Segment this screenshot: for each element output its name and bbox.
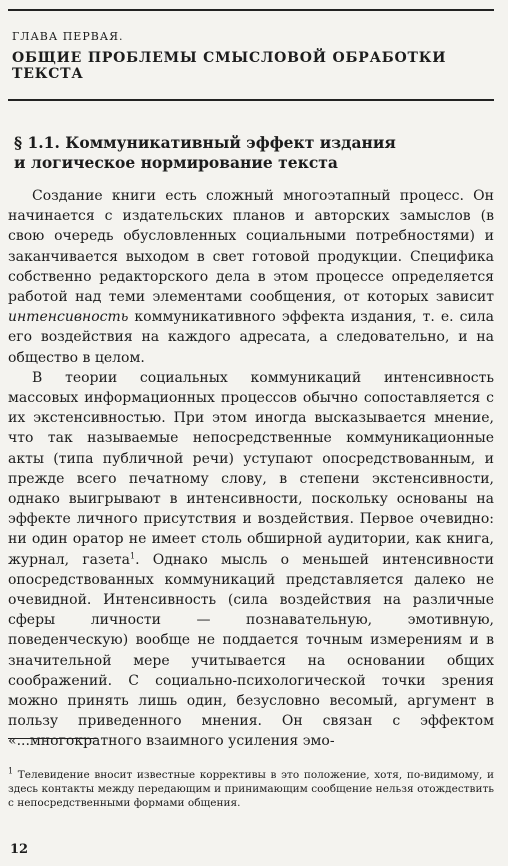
paragraph-text: коммуникативного эффекта издания, т. е. сила его воздействия на каждого адресата, а следовательно, и на общество в целом. (8, 309, 494, 366)
footnote-mark: 1 (8, 766, 14, 776)
body-text (8, 186, 494, 752)
chapter-label: ГЛАВА ПЕРВАЯ. (12, 30, 124, 43)
paragraph (8, 186, 494, 368)
top-rule (8, 9, 494, 11)
section-title-line2: и логическое нормирование текста (14, 153, 338, 172)
paragraph (8, 368, 494, 752)
paragraph-text: В теории социальных коммуникаций интенсивность массовых информационных процессов обычно сопоставляется с их экстенсивностью. При этом иногда высказывается мнение, что так называемые непосредственные коммуникационные акты (типа публичной речи) уступают опосредствованным, и прежде всего печатному слову, в степени экстенсивности, однако выигрывают в интенсивности, поскольку основаны на эффекте личного присутствия и воздействия. Первое очевидно: ни один оратор не имеет столь обширной аудитории, как книга, журнал, газета (8, 369, 494, 568)
header-rule (8, 99, 494, 101)
section-title (14, 133, 494, 173)
paragraph-text: Создание книги есть сложный многоэтапный процесс. Он начинается с издательских планов и авторских замыслов (в свою очередь обусловленных социальными потребностями) и заканчивается выходом в свет готовой продукции. Специфика собственно редакторского дела в этом процессе определяется работой над теми элементами сообщения, от которых зависит (8, 188, 494, 306)
footnote-rule (8, 738, 98, 739)
page-number: 12 (10, 842, 29, 857)
footnote-reference[interactable]: 1 (130, 551, 136, 560)
chapter-title: ОБЩИЕ ПРОБЛЕМЫ СМЫСЛОВОЙ ОБРАБОТКИ ТЕКСТА (12, 50, 447, 82)
footnote-text: Телевидение вносит известные коррективы в это положение, хотя, по-видимому, и здесь контакты между передающим и принимающим сообщение нельзя отождествить с непосредственными формами общения. (8, 769, 494, 809)
footnote (8, 768, 494, 810)
section-title-line1: § 1.1. Коммуникативный эффект издания (14, 133, 396, 152)
emphasis-text: интенсивность (8, 309, 129, 326)
paragraph-text: . Однако мысль о меньшей интенсивности опосредствованных коммуникаций представляется далеко не очевидной. Интенсивность (сила воздействия на различные сферы личности — познавательную, эмотивную, поведенческую) вообще не поддается точным измерениям и в значительной мере учитывается на основании общих соображений. С социально-психологической точки зрения можно принять лишь один, безусловно весомый, аргумент в пользу приведенного мнения. Он связан с эффектом «...многократного взаимного усиления эмо- (8, 551, 494, 750)
